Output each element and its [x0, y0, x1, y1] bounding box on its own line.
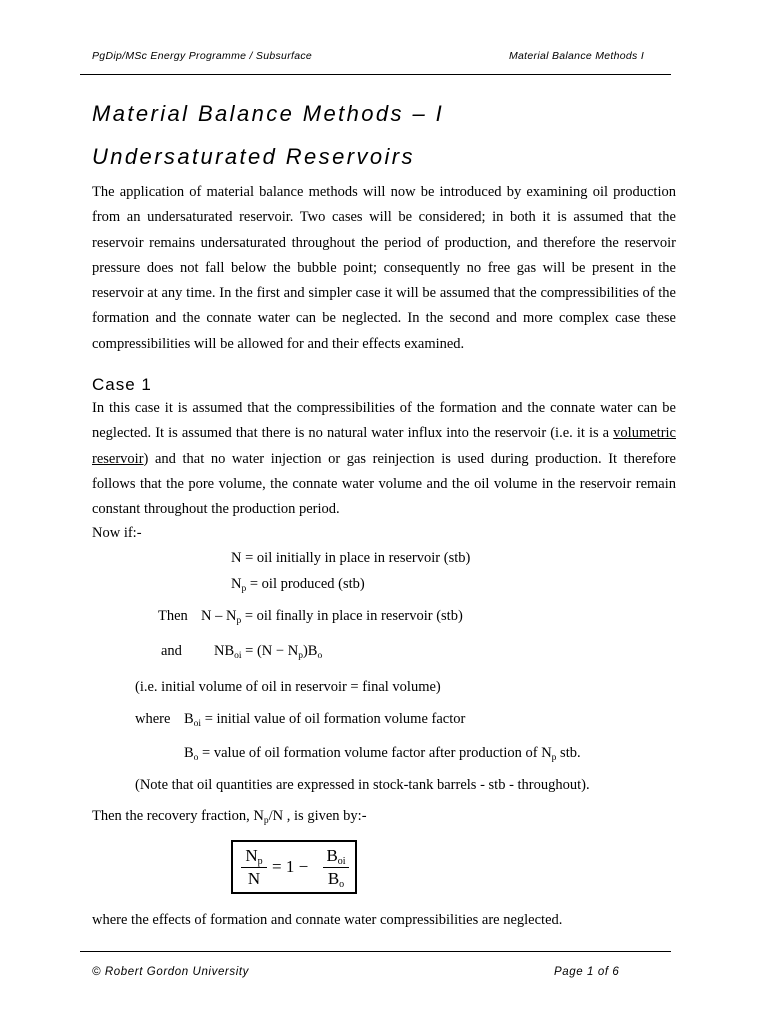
case1-text-a: In this case it is assumed that the compressibilities of the formation and the connate water can be neglected. It is assumed that there is no natural water influx into the reservoir (i.e. it is a — [92, 400, 676, 442]
definition-bo: $B_o$ = value of oil formation volume factor after production of $N_p$ stb. — [184, 745, 581, 763]
header-rule — [80, 74, 671, 75]
intro-paragraph: The application of material balance methods will now be introduced by examining oil production from an undersaturated reservoir. Two cases will be considered; in both it is assumed that the reservoir remains undersaturated throughout the period of production, and therefore the reservoir pressure does not fall below the bubble point; consequently no free gas will be present in the reservoir at any time. In the first and simpler case it will be assumed that the compressibilities of the formation and the connate water can be neglected. In the second and more complex case these compressibilities will be allowed for and their effects examined. — [92, 184, 676, 352]
volumetric-reservoir-link: volumetric reservoir — [92, 425, 676, 467]
definition-np: $N_p$ = oil produced (stb) — [231, 576, 365, 594]
closing-sentence: where the effects of formation and connate water compressibilities are neglected. — [92, 912, 563, 928]
ie-note: (i.e. initial volume of oil in reservoir = final volume) — [135, 679, 441, 695]
equals-one-minus: = 1 − — [272, 857, 309, 876]
header-left: PgDip/MSc Energy Programme / Subsurface — [92, 50, 313, 62]
definition-boi: $B_{oi}$ = initial value of oil formation volume factor — [184, 711, 466, 729]
case-heading: Case 1 — [92, 375, 152, 394]
page-subtitle: Undersaturated Reservoirs — [92, 144, 415, 169]
recovery-intro: Then the recovery fraction, $N_p/N$ , is given by:- — [92, 808, 367, 826]
footer-rule — [80, 951, 671, 952]
header-right: Material Balance Methods I — [509, 50, 645, 62]
case1-paragraph — [92, 396, 676, 522]
stb-note: (Note that oil quantities are expressed in stock-tank barrels - stb - throughout). — [135, 777, 590, 793]
fraction-np-over-n: $N_p$ N — [241, 845, 267, 890]
and-word: and — [161, 643, 182, 659]
then-word: Then — [158, 608, 188, 624]
fraction-boi-over-bo: $B_{oi}$ $B_o$ — [323, 845, 349, 890]
page-title: Material Balance Methods – I — [92, 101, 445, 126]
now-if: Now if:- — [92, 525, 142, 541]
then-equation: N – $N_p$ = oil finally in place in reservoir (stb) — [201, 608, 463, 626]
case1-text-b: ) and that no water injection or gas reinjection is used during production. It therefore follows that the pore volume, the connate water volume and the oil volume in the reservoir remain constant throughout the production period. — [92, 450, 676, 518]
recovery-equation-box — [231, 840, 357, 894]
definition-n: N = oil initially in place in reservoir (stb) — [231, 550, 471, 566]
page-number: Page 1 of 6 — [554, 966, 620, 978]
where-word: where — [135, 711, 171, 727]
footer-copyright: © Robert Gordon University — [92, 966, 250, 978]
balance-equation: $NB_{oi} = (N - N_p)B_o$ — [214, 643, 323, 661]
